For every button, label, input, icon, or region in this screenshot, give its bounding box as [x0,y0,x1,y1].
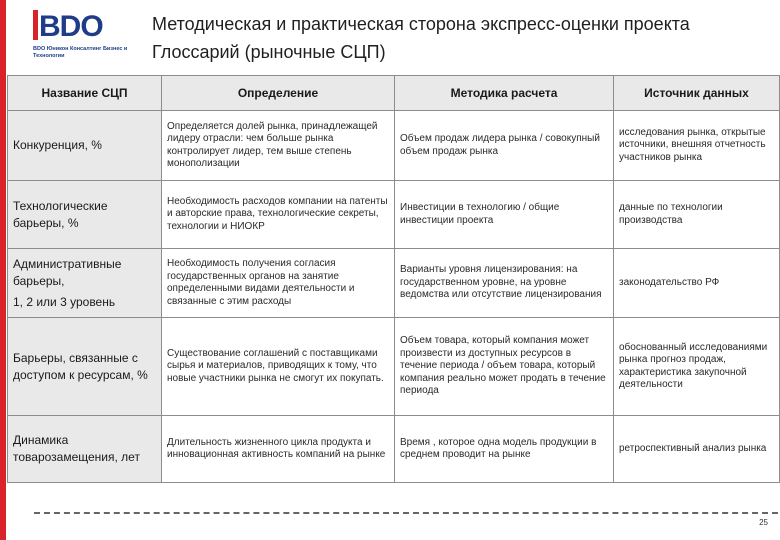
row-definition: Определяется долей рынка, принадлежащей лидеру отрасли: чем больше рынка контролирует лидер, тем выше степень монополизации [162,111,395,181]
row-method: Объем продаж лидера рынка / совокупный объем продаж рынка [395,111,614,181]
row-definition: Необходимость расходов компании на патенты и авторские права, технологические секреты, технологии и НИОКР [162,181,395,249]
table-row [8,111,780,181]
column-header-name: Название СЦП [8,76,162,111]
row-name: Конкуренция, % [8,111,162,181]
row-method: Варианты уровня лицензирования: на государственном уровне, на уровне ведомства или отсутствие лицензирования [395,249,614,318]
bdo-logo [33,10,153,60]
row-definition: Длительность жизненного цикла продукта и инновационная активность компаний на рынке [162,416,395,483]
row-definition: Существование соглашений с поставщиками сырья и материалов, приводящих к тому, что новые участники рынка не смогут их покупать. [162,318,395,416]
table-row [8,416,780,483]
row-source: обоснованный исследованиями рынка прогноз продаж, характеристика закупочной деятельности [614,318,780,416]
page-title: Методическая и практическая сторона экспресс-оценки проекта [152,14,690,34]
row-name: Административные барьеры, [13,256,122,288]
logo-red-stroke [33,10,38,40]
page-subtitle: Глоссарий (рыночные СЦП) [152,42,386,62]
left-accent-bar [0,0,6,540]
row-name-extra: 1, 2 или 3 уровень [13,294,116,309]
glossary-table [7,75,780,483]
column-header-definition: Определение [162,76,395,111]
logo-text: BDO [39,10,103,43]
row-method: Инвестиции в технологию / общие инвестиции проекта [395,181,614,249]
table-row [8,318,780,416]
table-header-row [8,76,780,111]
row-method: Объем товара, который компания может произвести из доступных ресурсов в течение периода / объем товара, который компания реально может продать в течение периода [395,318,614,416]
column-header-method: Методика расчета [395,76,614,111]
logo-subtitle: BDO Юникон Консалтинг Бизнес и Технологии [33,46,128,59]
row-source: данные по технологии производства [614,181,780,249]
row-name-cell [8,249,162,318]
row-source: ретроспективный анализ рынка [614,416,780,483]
row-name: Технологические барьеры, % [8,181,162,249]
page-number: 25 [759,518,768,527]
column-header-source: Источник данных [614,76,780,111]
table-row [8,181,780,249]
row-definition: Необходимость получения согласия государственных органов на занятие определенными видами деятельности и связанные с этим расходы [162,249,395,318]
row-name: Динамика товарозамещения, лет [8,416,162,483]
row-name: Барьеры, связанные с доступом к ресурсам, % [8,318,162,416]
row-method: Время , которое одна модель продукции в среднем проводит на рынке [395,416,614,483]
table-row [8,249,780,318]
row-source: исследования рынка, открытые источники, внешняя отчетность участников рынка [614,111,780,181]
footer-divider [34,512,778,514]
row-source: законодательство РФ [614,249,780,318]
